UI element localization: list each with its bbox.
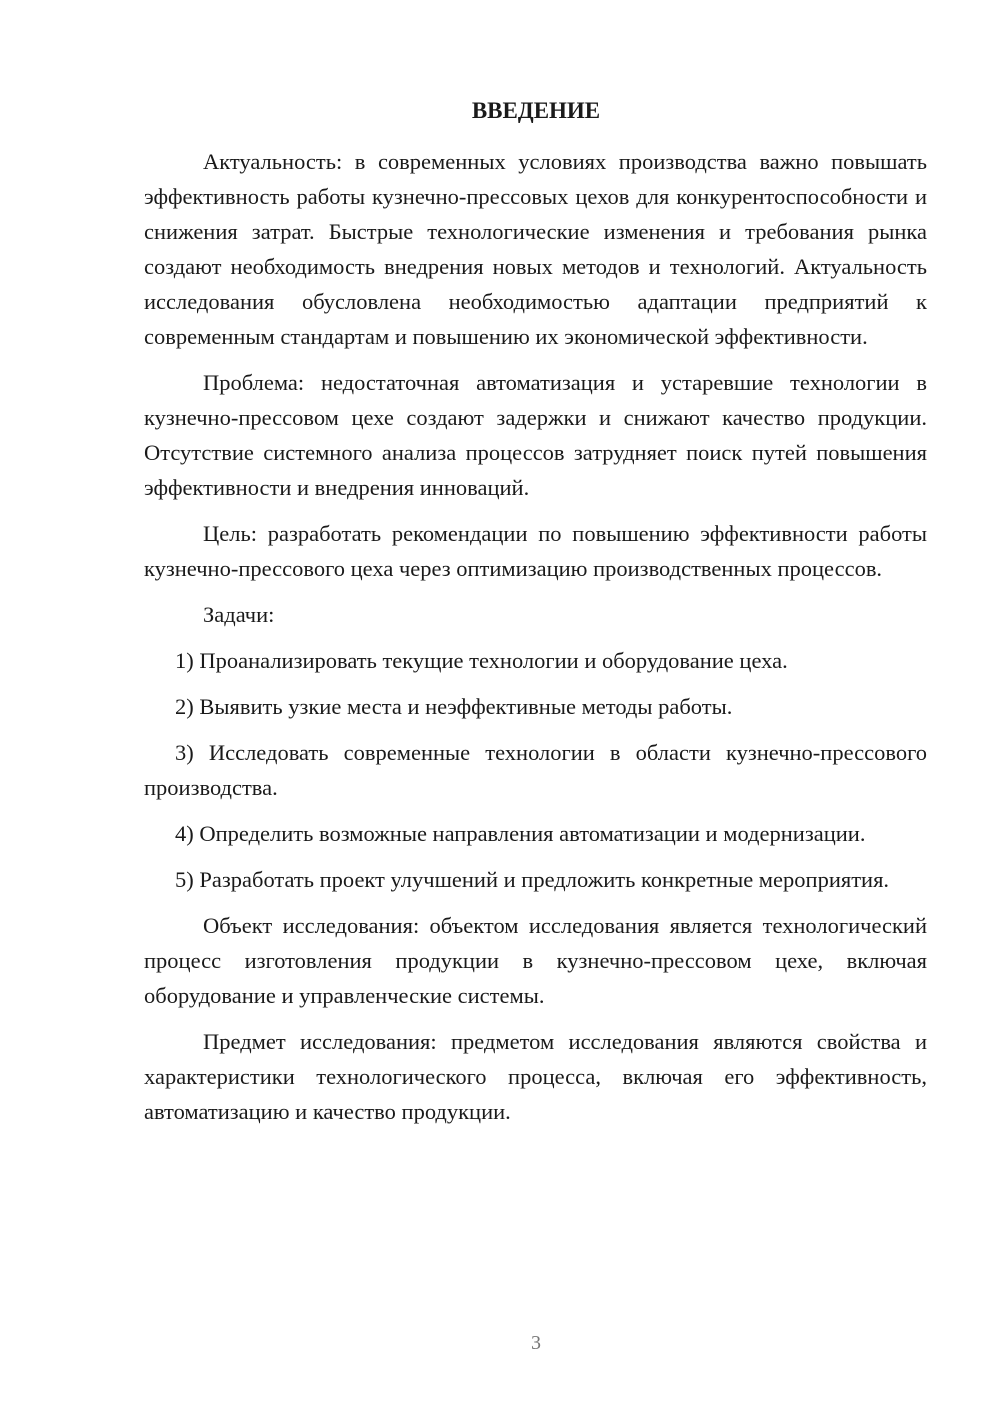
paragraph-goal: Цель: разработать рекомендации по повышению эффективности работы кузнечно-прессового цеха через оптимизацию производственных процессов. bbox=[144, 521, 927, 581]
task-item-4: 4) Определить возможные направления автоматизации и модернизации. bbox=[175, 821, 866, 846]
document-body bbox=[144, 144, 927, 1140]
task-item-5: 5) Разработать проект улучшений и предложить конкретные мероприятия. bbox=[175, 867, 890, 892]
page-number: 3 bbox=[531, 1332, 541, 1354]
tasks-heading: Задачи: bbox=[203, 602, 275, 627]
task-item-3: 3) Исследовать современные технологии в области кузнечно-прессового производства. bbox=[144, 740, 927, 800]
paragraph-problem: Проблема: недостаточная автоматизация и устаревшие технологии в кузнечно-прессовом цехе создают задержки и снижают качество продукции. Отсутствие системного анализа процессов затрудняет поиск путей повышения эффективности и внедрения инноваций. bbox=[144, 370, 927, 500]
task-item-1: 1) Проанализировать текущие технологии и оборудование цеха. bbox=[175, 648, 788, 673]
task-item-2: 2) Выявить узкие места и неэффективные методы работы. bbox=[175, 694, 733, 719]
paragraph-subject: Предмет исследования: предметом исследования являются свойства и характеристики технологического процесса, включая его эффективность, автоматизацию и качество продукции. bbox=[144, 1029, 927, 1124]
page-title: ВВЕДЕНИЕ bbox=[471, 98, 601, 123]
paragraph-object: Объект исследования: объектом исследования является технологический процесс изготовления продукции в кузнечно-прессовом цехе, включая оборудование и управленческие системы. bbox=[144, 913, 927, 1008]
paragraph-relevance: Актуальность: в современных условиях производства важно повышать эффективность работы кузнечно-прессовых цехов для конкурентоспособности и снижения затрат. Быстрые технологические изменения и требования рынка создают необходимость внедрения новых методов и технологий. Актуальность исследования обусловлена необходимостью адаптации предприятий к современным стандартам и повышению их экономической эффективности. bbox=[144, 149, 927, 349]
